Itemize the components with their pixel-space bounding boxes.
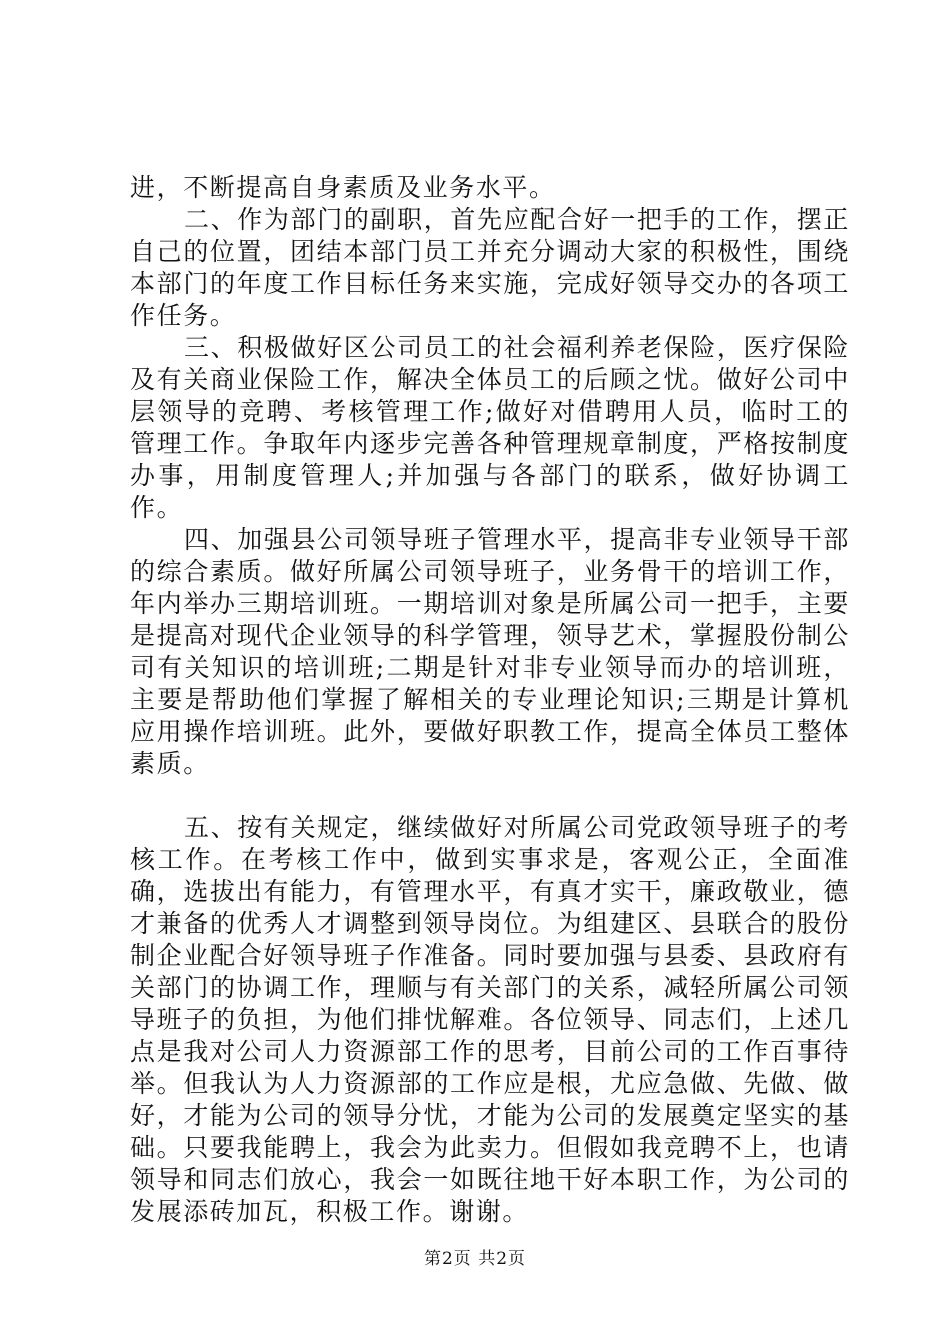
paragraph-item-5: 五、按有关规定，继续做好对所属公司党政领导班子的考核工作。在考核工作中，做到实事求是，客观公正，全面准确，选拔出有能力，有管理水平，有真才实干，廉政敬业，德才兼备的优秀人才调整到领导岗位。为组建区、县联合的股份制企业配合好领导班子作准备。同时要加强与县委、县政府有关部门的协调工作，理顺与有关部门的关系，减轻所属公司领导班子的负担，为他们排忧解难。各位领导、同志们，上述几点是我对公司人力资源部工作的思考，目前公司的工作百事待举。但我认为人力资源部的工作应是根，尤应急做、先做、做好，才能为公司的领导分忧，才能为公司的发展奠定坚实的基础。只要我能聘上，我会为此卖力。但假如我竞聘不上，也请领导和同志们放心，我会一如既往地干好本职工作，为公司的发展添砖加瓦，积极工作。谢谢。	[130, 813, 850, 1226]
page-footer: 第2页 共2页	[423, 1249, 527, 1269]
paragraph-item-4: 四、加强县公司领导班子管理水平，提高非专业领导干部的综合素质。做好所属公司领导班子，业务骨干的培训工作，年内举办三期培训班。一期培训对象是所属公司一把手，主要是提高对现代企业领导的科学管理，领导艺术，掌握股份制公司有关知识的培训班;二期是针对非专业领导而办的培训班，主要是帮助他们掌握了解相关的专业理论知识;三期是计算机应用操作培训班。此外，要做好职教工作，提高全体员工整体素质。	[130, 525, 850, 778]
paragraph-item-3: 三、积极做好区公司员工的社会福利养老保险，医疗保险及有关商业保险工作，解决全体员工的后顾之忧。做好公司中层领导的竞聘、考核管理工作;做好对借聘用人员，临时工的管理工作。争取年内逐步完善各种管理规章制度，严格按制度办事，用制度管理人;并加强与各部门的联系，做好协调工作。	[130, 333, 850, 522]
body-text	[130, 172, 850, 1228]
paragraph-item-2: 二、作为部门的副职，首先应配合好一把手的工作，摆正自己的位置，团结本部门员工并充分调动大家的积极性，围绕本部门的年度工作目标任务来实施，完成好领导交办的各项工作任务。	[130, 205, 850, 330]
paragraph-continuation: 进，不断提高自身素质及业务水平。	[130, 173, 556, 202]
